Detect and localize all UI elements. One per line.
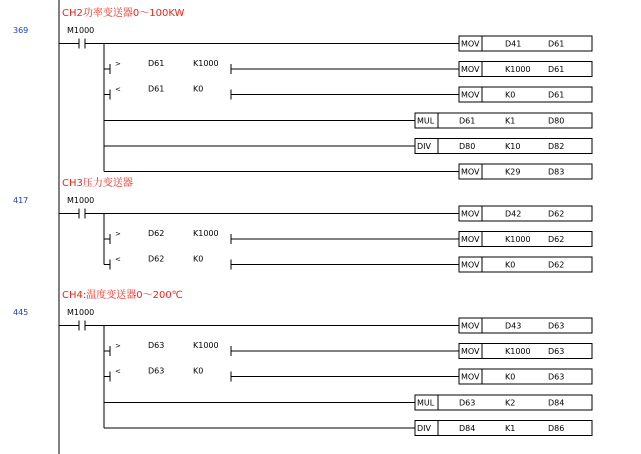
instruction-operand: D61 — [459, 116, 476, 126]
instruction-opcode: MOV — [461, 209, 480, 219]
rung — [104, 318, 592, 333]
instruction-box — [415, 138, 592, 153]
network-comment: CH3压力变送器 — [62, 178, 133, 189]
step-number: 369 — [13, 26, 29, 35]
compare-contact — [104, 367, 231, 382]
step-number: 445 — [13, 308, 29, 317]
rung — [104, 341, 592, 359]
instruction-box — [415, 113, 592, 128]
compare-operand: D61 — [148, 59, 165, 69]
instruction-opcode: DIV — [417, 423, 431, 433]
instruction-operand: K2 — [505, 398, 516, 408]
compare-contact — [104, 229, 231, 244]
network-445 — [13, 288, 592, 435]
network-comment: CH2功率变送器0～100KW — [62, 8, 185, 19]
contact-label: M1000 — [67, 308, 95, 317]
compare-operand: K1000 — [193, 59, 219, 69]
instruction-operand: K0 — [505, 90, 516, 100]
instruction-frame — [415, 113, 592, 128]
instruction-operand: K1000 — [505, 235, 531, 245]
compare-operator: < — [115, 367, 121, 376]
rung — [104, 164, 592, 179]
instruction-opcode: MOV — [461, 65, 480, 75]
instruction-box — [459, 62, 592, 77]
instruction-opcode: MOV — [461, 39, 480, 49]
instruction-frame — [415, 138, 592, 153]
compare-operand: K0 — [193, 366, 204, 376]
compare-operand: D63 — [148, 366, 165, 376]
instruction-box — [459, 164, 592, 179]
instruction-operand: D63 — [459, 398, 476, 408]
instruction-operand: K1000 — [505, 347, 531, 357]
contact-label: M1000 — [67, 196, 95, 205]
instruction-operand: K1 — [505, 423, 516, 433]
instruction-operand: K29 — [505, 167, 521, 177]
compare-operand: K1000 — [193, 341, 219, 351]
instruction-box — [459, 87, 592, 102]
instruction-operand: D62 — [548, 260, 565, 270]
instruction-operand: D61 — [548, 65, 565, 75]
instruction-box — [415, 420, 592, 435]
instruction-box — [459, 36, 592, 51]
compare-operator: < — [115, 85, 121, 94]
rung — [104, 36, 592, 51]
instruction-box — [459, 344, 592, 359]
instruction-operand: D42 — [505, 209, 522, 219]
instruction-opcode: MOV — [461, 167, 480, 177]
contact-label: M1000 — [67, 26, 95, 35]
rung — [104, 229, 592, 247]
compare-operand: D61 — [148, 84, 165, 94]
instruction-operand: K10 — [505, 141, 521, 151]
instruction-operand: D86 — [548, 423, 565, 433]
rung — [104, 85, 592, 103]
instruction-opcode: MUL — [417, 398, 435, 408]
compare-operator: > — [115, 230, 121, 239]
instruction-operand: D80 — [459, 141, 476, 151]
instruction-frame — [415, 420, 592, 435]
compare-operator: > — [115, 342, 121, 351]
rung — [104, 395, 592, 410]
instruction-operand: D84 — [459, 423, 476, 433]
instruction-operand: D80 — [548, 116, 565, 126]
rung — [104, 255, 592, 273]
instruction-box — [459, 257, 592, 272]
instruction-box — [459, 206, 592, 221]
instruction-operand: D63 — [548, 347, 565, 357]
rung — [104, 113, 592, 128]
instruction-operand: D62 — [548, 235, 565, 245]
compare-contact — [104, 255, 231, 270]
instruction-frame — [415, 395, 592, 410]
instruction-opcode: MOV — [461, 372, 480, 382]
network-417 — [13, 176, 592, 272]
instruction-opcode: MOV — [461, 347, 480, 357]
instruction-opcode: DIV — [417, 141, 431, 151]
rung — [104, 59, 592, 77]
instruction-operand: D83 — [548, 167, 565, 177]
rung — [104, 206, 592, 221]
rung — [104, 138, 592, 153]
compare-contact — [104, 59, 231, 74]
instruction-opcode: MOV — [461, 260, 480, 270]
instruction-operand: D84 — [548, 398, 565, 408]
compare-operand: D63 — [148, 341, 165, 351]
instruction-box — [415, 395, 592, 410]
instruction-operand: K1000 — [505, 65, 531, 75]
instruction-operand: D61 — [548, 39, 565, 49]
instruction-operand: D63 — [548, 372, 565, 382]
rung — [104, 420, 592, 435]
step-number: 417 — [13, 196, 29, 205]
instruction-operand: K0 — [505, 372, 516, 382]
compare-contact — [104, 341, 231, 356]
instruction-opcode: MOV — [461, 90, 480, 100]
network-comment: CH4:温度变送器0～200℃ — [62, 290, 183, 301]
compare-operand: K1000 — [193, 229, 219, 239]
compare-operator: < — [115, 255, 121, 264]
instruction-operand: D63 — [548, 321, 565, 331]
network-369 — [13, 6, 592, 179]
rung — [104, 367, 592, 385]
instruction-box — [459, 318, 592, 333]
instruction-operand: D62 — [548, 209, 565, 219]
instruction-opcode: MOV — [461, 235, 480, 245]
instruction-operand: K0 — [505, 260, 516, 270]
instruction-box — [459, 369, 592, 384]
instruction-box — [459, 232, 592, 247]
instruction-operand: D43 — [505, 321, 522, 331]
compare-operand: K0 — [193, 84, 204, 94]
compare-operand: D62 — [148, 229, 165, 239]
compare-contact — [104, 85, 231, 100]
instruction-opcode: MOV — [461, 321, 480, 331]
compare-operator: > — [115, 60, 121, 69]
instruction-operand: D61 — [548, 90, 565, 100]
instruction-opcode: MUL — [417, 116, 435, 126]
instruction-operand: K1 — [505, 116, 516, 126]
compare-operand: K0 — [193, 254, 204, 264]
instruction-operand: D82 — [548, 141, 565, 151]
instruction-operand: D41 — [505, 39, 522, 49]
compare-operand: D62 — [148, 254, 165, 264]
